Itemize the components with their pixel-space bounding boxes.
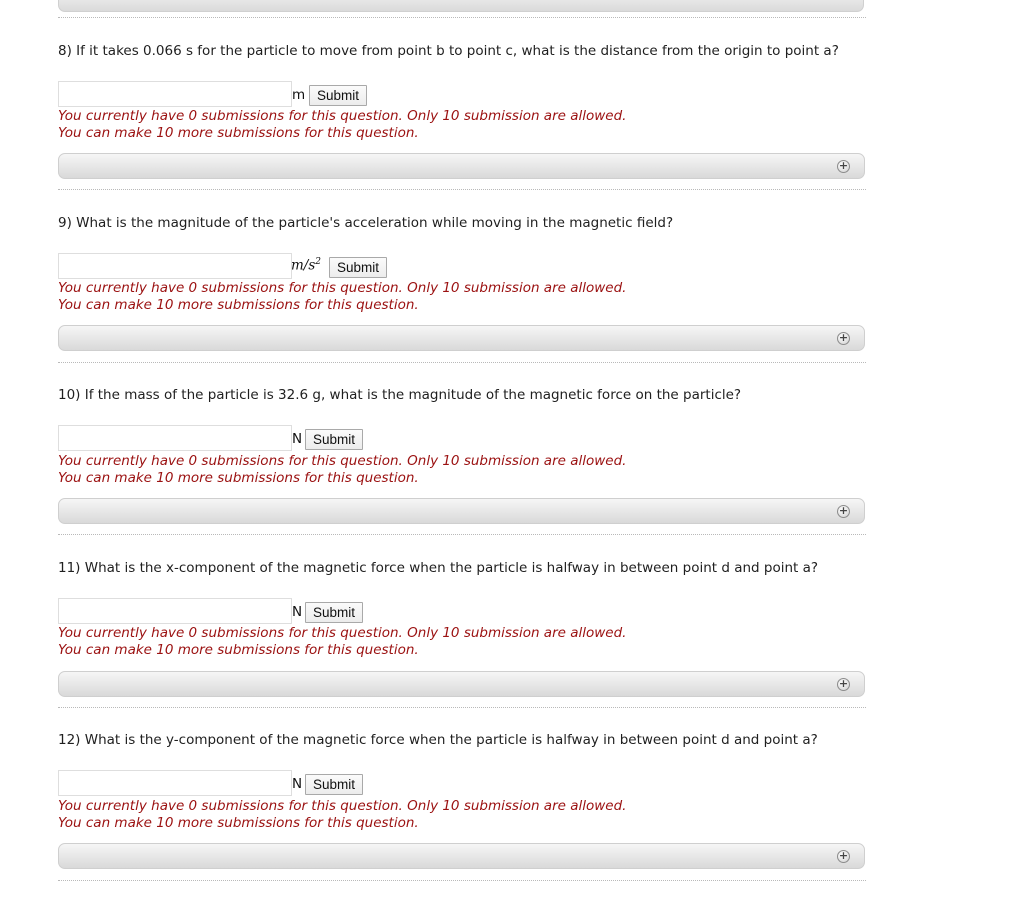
unit-label: m [292, 87, 306, 103]
unit-label: N [292, 776, 303, 792]
divider [58, 534, 866, 535]
hint-bar[interactable] [58, 325, 865, 351]
divider [58, 880, 866, 881]
question-text: 8) If it takes 0.066 s for the particle to move from point b to point c, what is the distance from the origin to point a? [58, 43, 839, 59]
remaining-submissions-message: You can make 10 more submissions for this question. [58, 642, 419, 658]
question-text: 11) What is the x-component of the magnetic force when the particle is halfway in between point d and point a? [58, 560, 819, 576]
plus-circle-icon[interactable]: + [838, 504, 849, 517]
answer-input[interactable] [58, 598, 292, 624]
question-12 [0, 732, 1024, 904]
submission-count-message: You currently have 0 submissions for this question. Only 10 submission are allowed. [58, 108, 627, 124]
remaining-submissions-message: You can make 10 more submissions for this question. [58, 125, 419, 141]
remaining-submissions-message: You can make 10 more submissions for this question. [58, 470, 419, 486]
submission-count-message: You currently have 0 submissions for this question. Only 10 submission are allowed. [58, 798, 627, 814]
question-text: 10) If the mass of the particle is 32.6 g, what is the magnitude of the magnetic force on the particle? [58, 387, 742, 403]
divider [58, 362, 866, 363]
unit-label: $m/s^2$ [291, 257, 322, 274]
remaining-submissions-message: You can make 10 more submissions for this question. [58, 815, 419, 831]
hint-bar[interactable] [58, 843, 865, 869]
submission-count-message: You currently have 0 submissions for this question. Only 10 submission are allowed. [58, 280, 627, 296]
question-text: 9) What is the magnitude of the particle's acceleration while moving in the magnetic field? [58, 215, 674, 231]
submit-button[interactable]: Submit [305, 602, 363, 623]
remaining-submissions-message: You can make 10 more submissions for this question. [58, 297, 419, 313]
submit-button[interactable]: Submit [305, 774, 363, 795]
answer-input[interactable] [58, 425, 292, 451]
divider [58, 17, 866, 18]
unit-label: N [292, 431, 303, 447]
hint-bar[interactable] [58, 498, 865, 524]
hint-bar[interactable] [58, 153, 865, 179]
question-text: 12) What is the y-component of the magnetic force when the particle is halfway in between point d and point a? [58, 732, 818, 748]
answer-input[interactable] [58, 81, 292, 107]
plus-circle-icon[interactable]: + [838, 331, 849, 344]
submission-count-message: You currently have 0 submissions for this question. Only 10 submission are allowed. [58, 625, 627, 641]
submit-button[interactable]: Submit [309, 85, 367, 106]
submit-button[interactable]: Submit [305, 429, 363, 450]
plus-circle-icon[interactable]: + [838, 849, 849, 862]
answer-input[interactable] [58, 253, 292, 279]
submit-button[interactable]: Submit [329, 257, 387, 278]
plus-circle-icon[interactable]: + [838, 159, 849, 172]
plus-circle-icon[interactable]: + [838, 677, 849, 690]
answer-input[interactable] [58, 770, 292, 796]
divider [58, 707, 866, 708]
submission-count-message: You currently have 0 submissions for this question. Only 10 submission are allowed. [58, 453, 627, 469]
previous-hint-bar[interactable] [58, 0, 864, 12]
hint-bar[interactable] [58, 671, 865, 697]
unit-label: N [292, 604, 303, 620]
divider [58, 189, 866, 190]
